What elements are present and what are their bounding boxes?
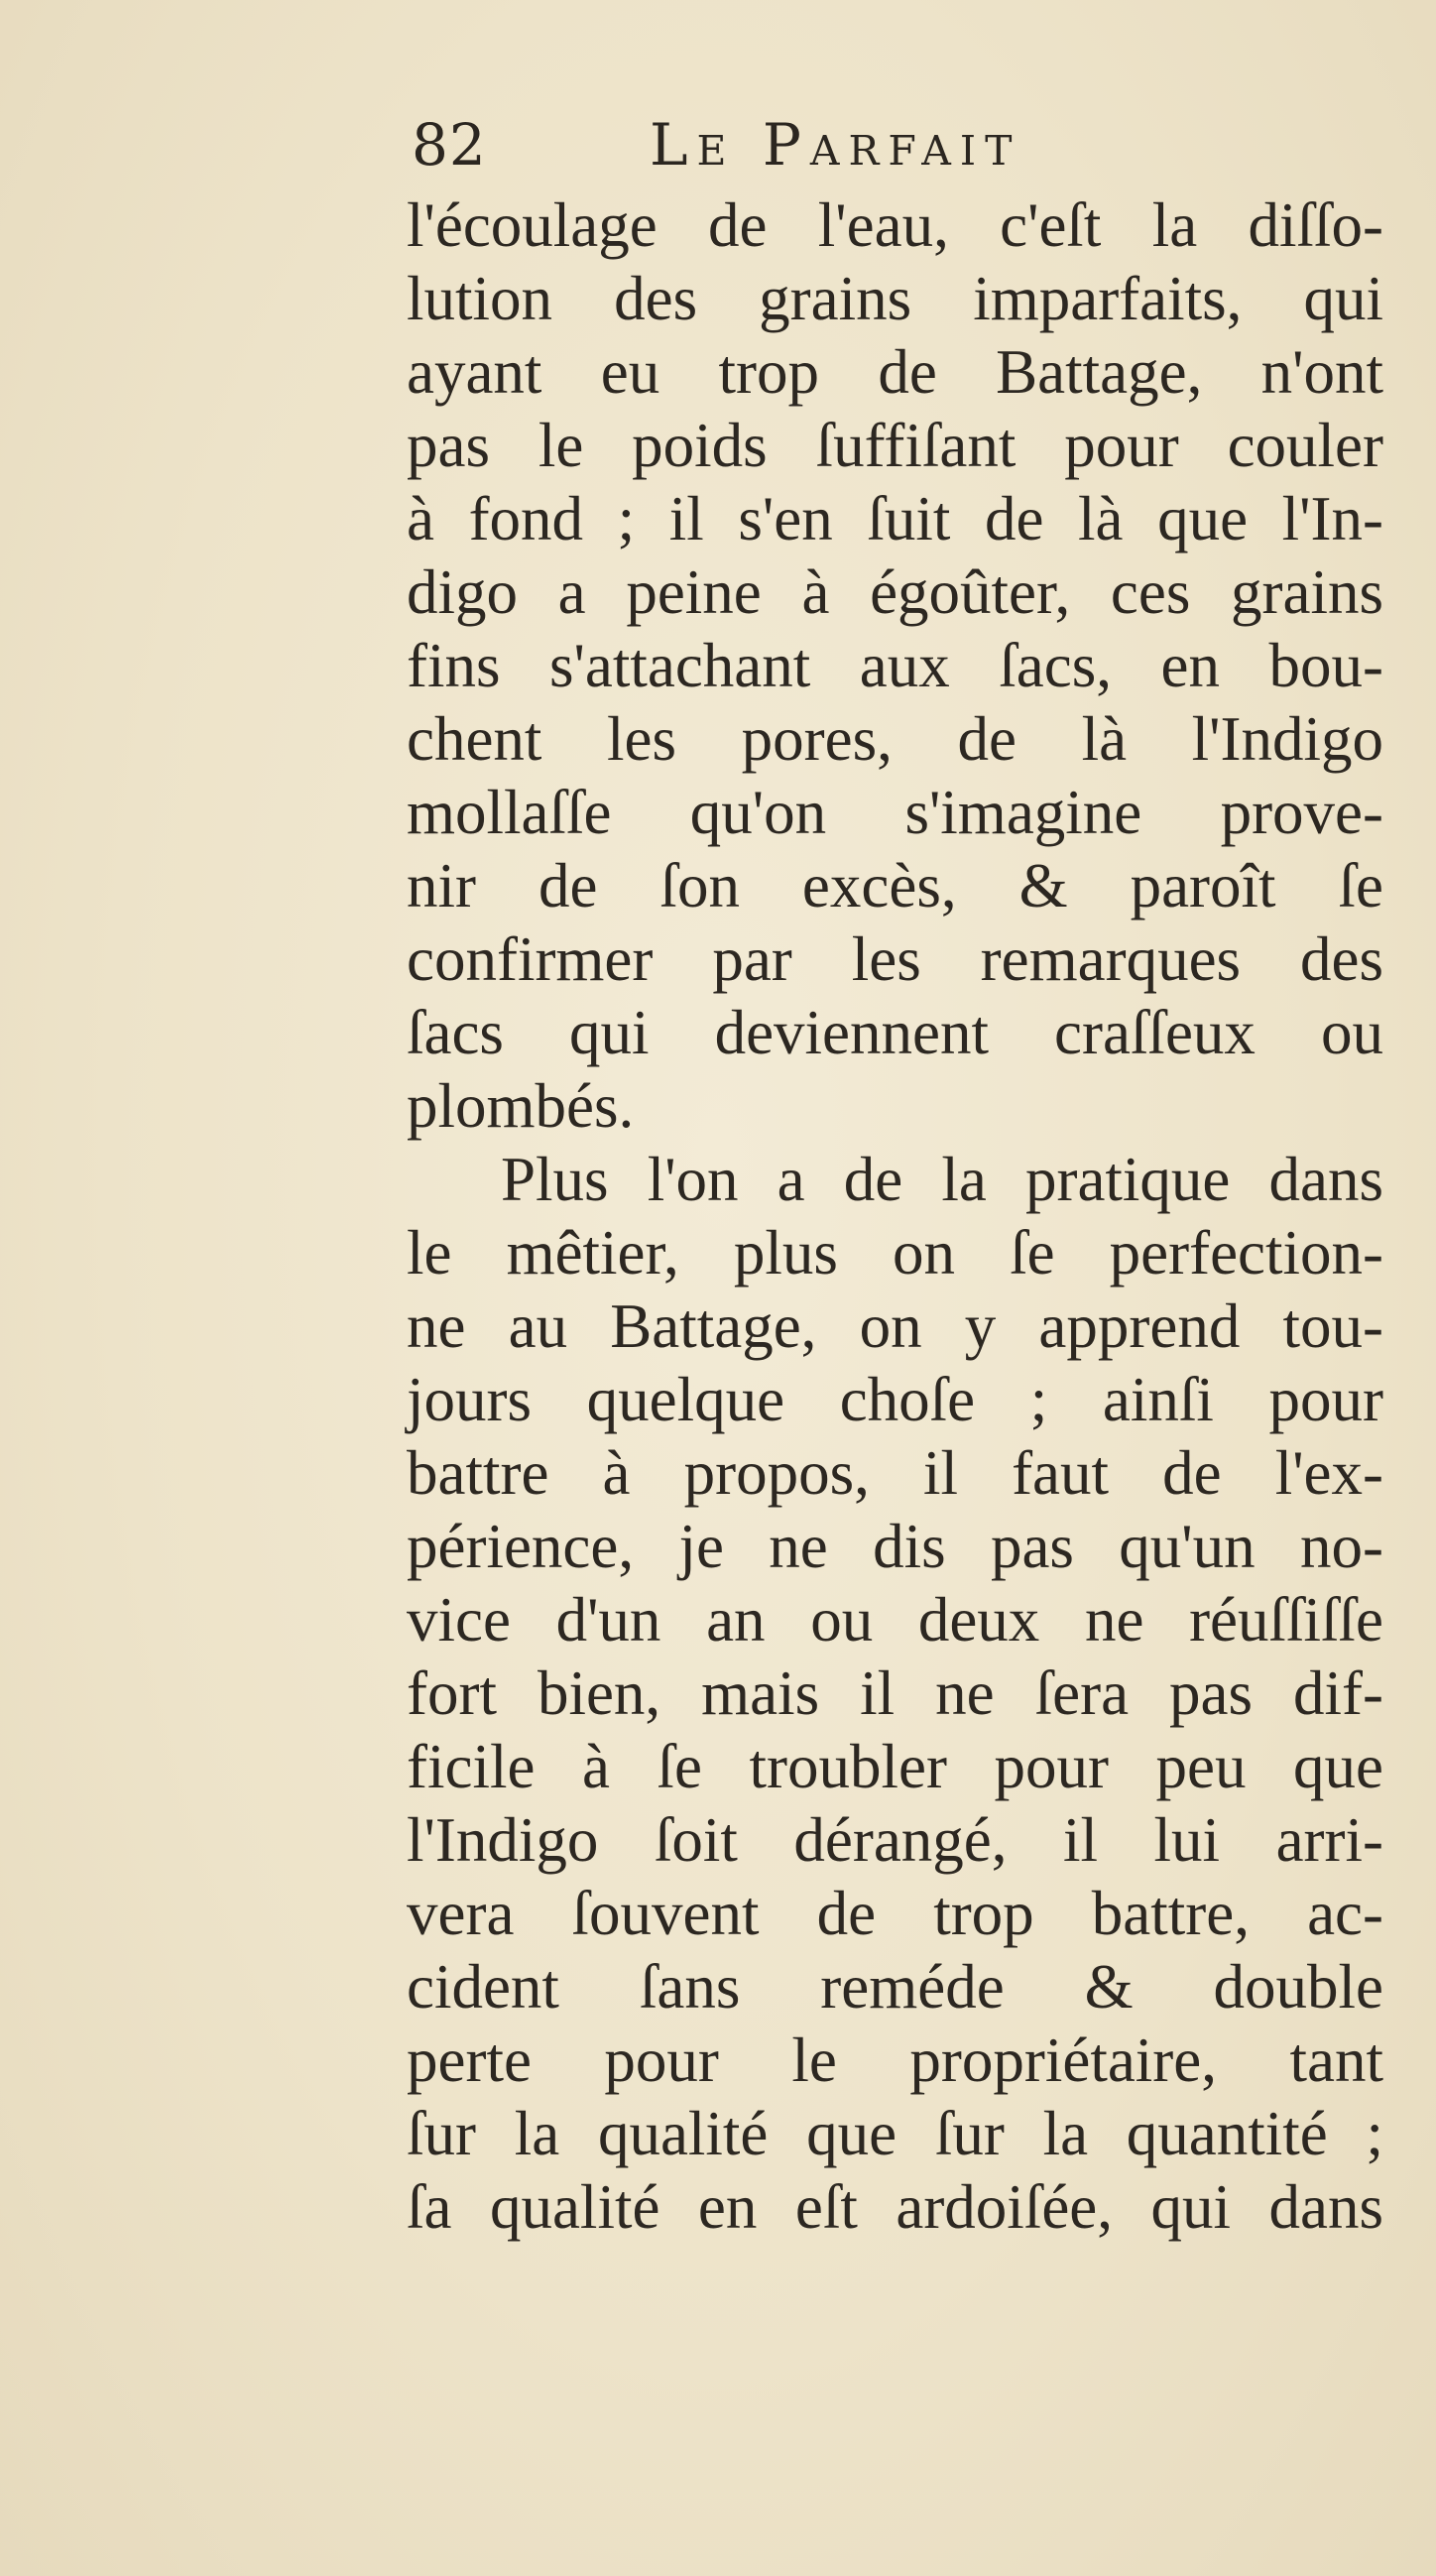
text-line: périence, je ne dis pas qu'un no- [407, 1512, 1383, 1581]
page-header [412, 111, 1383, 181]
text-line: confirmer par les remarques des [407, 924, 1383, 994]
text-line: perte pour le propriétaire, tant [407, 2025, 1383, 2095]
text-line: l'Indigo ſoit dérangé, il lui arri- [407, 1805, 1383, 1875]
paragraph [407, 1143, 1383, 2244]
paragraph [407, 188, 1383, 1143]
text-line: jours quelque choſe ; ainſi pour [407, 1365, 1383, 1434]
text-line: vice d'un an ou deux ne réuſſiſſe [407, 1585, 1383, 1655]
body-text [407, 188, 1383, 2244]
running-head: Le Parfait [650, 111, 1021, 179]
text-line: ne au Battage, on y apprend tou- [407, 1291, 1383, 1361]
text-line: fins s'attachant aux ſacs, en bou- [407, 631, 1383, 700]
text-line: chent les pores, de là l'Indigo [407, 704, 1383, 774]
text-line: ſacs qui deviennent craſſeux ou [407, 998, 1383, 1067]
page-number: 82 [412, 111, 487, 179]
text-line: ficile à ſe troubler pour peu que [407, 1732, 1383, 1801]
text-line: plombés. [407, 1071, 635, 1141]
text-line: ayant eu trop de Battage, n'ont [407, 337, 1383, 407]
text-line: Plus l'on a de la pratique dans [501, 1145, 1383, 1214]
text-line: l'écoulage de l'eau, c'eſt la diſſo- [407, 190, 1383, 260]
text-line: mollaſſe qu'on s'imagine prove- [407, 778, 1383, 847]
text-line: battre à propos, il faut de l'ex- [407, 1438, 1383, 1508]
text-line: lution des grains imparfaits, qui [407, 264, 1383, 333]
text-line: pas le poids ſuffiſant pour couler [407, 411, 1383, 480]
text-line: digo a peine à égoûter, ces grains [407, 557, 1383, 627]
text-line: vera ſouvent de trop battre, ac- [407, 1879, 1383, 1948]
text-line: ſa qualité en eſt ardoiſée, qui dans [407, 2172, 1383, 2242]
text-line: à fond ; il s'en ſuit de là que l'In- [407, 484, 1383, 553]
text-line: ſur la qualité que ſur la quantité ; [407, 2099, 1383, 2168]
text-line: cident ſans reméde & double [407, 1952, 1383, 2022]
text-line: nir de ſon excès, & paroît ſe [407, 851, 1383, 920]
text-line: le mêtier, plus on ſe perfection- [407, 1218, 1383, 1288]
text-line: fort bien, mais il ne ſera pas dif- [407, 1658, 1383, 1728]
